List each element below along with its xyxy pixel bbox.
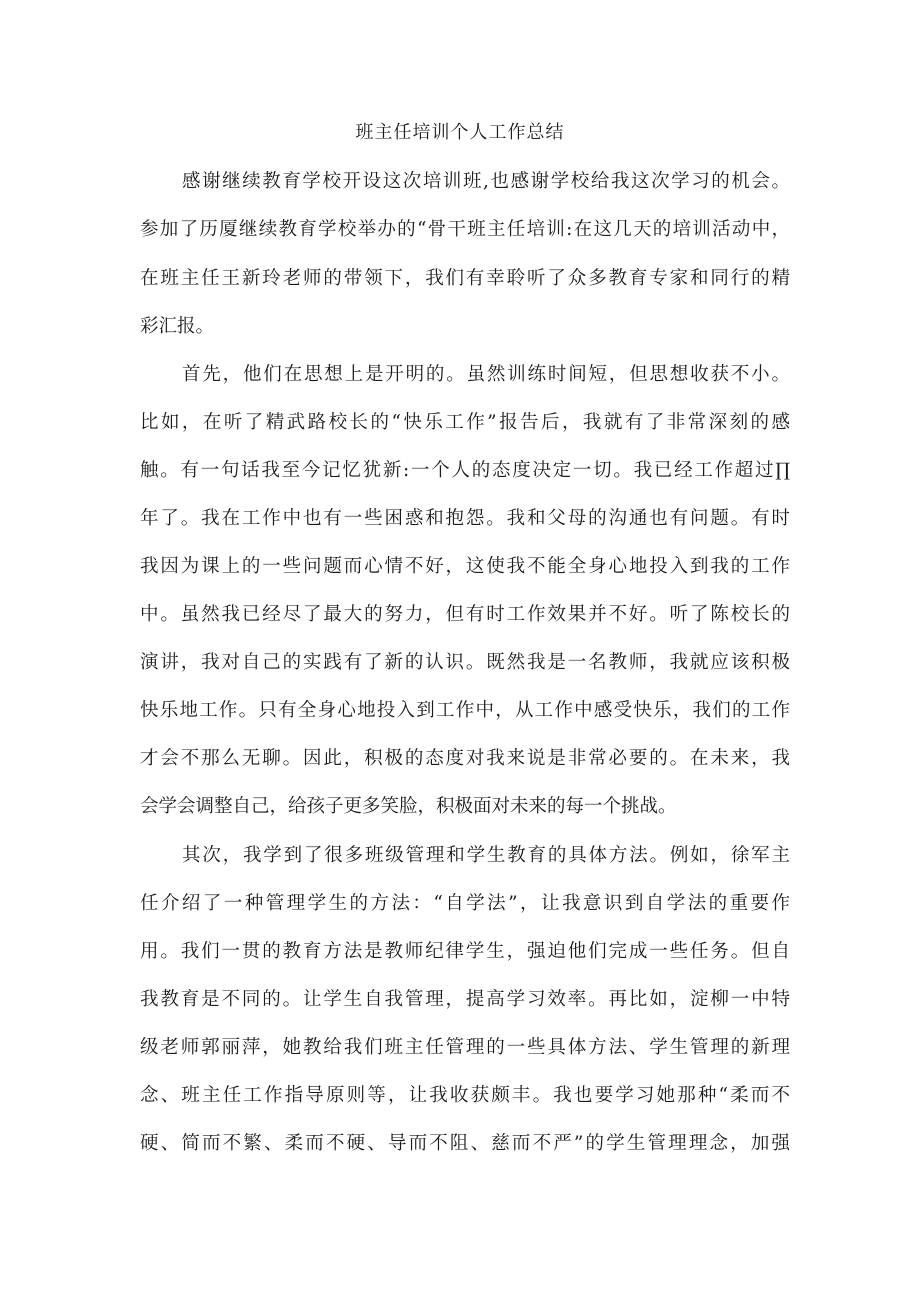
paragraph-3-line-7: 硬、简而不繁、柔而不硬、导而不阻、慈而不严”的学生管理理念，加强 bbox=[140, 1133, 790, 1154]
paragraph-3-line-5: 级老师郭丽萍，她教给我们班主任管理的一些具体方法、学生管理的新理 bbox=[140, 1037, 790, 1058]
paragraph-2-line-7: 演讲，我对自己的实践有了新的认识。既然我是一名教师，我就应该积极 bbox=[140, 652, 790, 673]
document-title: 班主任培训个人工作总结 bbox=[355, 122, 565, 143]
paragraph-1-line-3: 在班主任王新玲老师的带领下，我们有幸聆听了众多教育专家和同行的精 bbox=[140, 268, 790, 289]
paragraph-3-line-1: 其次，我学到了很多班级管理和学生教育的具体方法。例如，徐军主 bbox=[182, 845, 790, 866]
paragraph-3-line-6: 念、班主任工作指导原则等，让我收获颇丰。我也要学习她那种“柔而不 bbox=[140, 1085, 790, 1106]
paragraph-3-line-3: 用。我们一贯的教育方法是教师纪律学生，强迫他们完成一些任务。但自 bbox=[140, 941, 790, 962]
paragraph-2-line-8: 快乐地工作。只有全身心地投入到工作中，从工作中感受快乐，我们的工作 bbox=[140, 700, 790, 721]
paragraph-2-line-6: 中。虽然我已经尽了最大的努力，但有时工作效果并不好。听了陈校长的 bbox=[140, 604, 790, 625]
paragraph-2-line-2: 比如，在听了精武路校长的“快乐工作”报告后，我就有了非常深刻的感 bbox=[140, 412, 790, 433]
paragraph-2-line-4: 年了。我在工作中也有一些困惑和抱怨。我和父母的沟通也有问题。有时 bbox=[140, 508, 790, 529]
paragraph-2-line-1: 首先，他们在思想上是开明的。虽然训练时间短，但思想收获不小。 bbox=[182, 364, 790, 385]
paragraph-2-line-3: 触。有一句话我至今记忆犹新:一个人的态度决定一切。我已经工作超过∏ bbox=[140, 460, 790, 481]
paragraph-3-line-2: 任介绍了一种管理学生的方法：“自学法”，让我意识到自学法的重要作 bbox=[140, 893, 790, 914]
paragraph-2-line-9: 才会不那么无聊。因此，积极的态度对我来说是非常必要的。在未来，我 bbox=[140, 748, 790, 769]
paragraph-2-line-5: 我因为课上的一些问题而心情不好，这使我不能全身心地投入到我的工作 bbox=[140, 556, 790, 577]
paragraph-1-line-2: 参加了历厦继续教育学校举办的“骨干班主任培训:在这几天的培训活动中， bbox=[140, 219, 790, 240]
paragraph-3-line-4: 我教育是不同的。让学生自我管理，提高学习效率。再比如，淀柳一中特 bbox=[140, 989, 790, 1010]
paragraph-1-line-4: 彩汇报。 bbox=[140, 316, 215, 337]
paragraph-1-line-1: 感谢继续教育学校开设这次培训班,也感谢学校给我这次学习的机会。 bbox=[182, 171, 790, 192]
paragraph-2-line-10: 会学会调整自己，给孩子更多笑脸，积极面对未来的每一个挑战。 bbox=[140, 796, 677, 817]
